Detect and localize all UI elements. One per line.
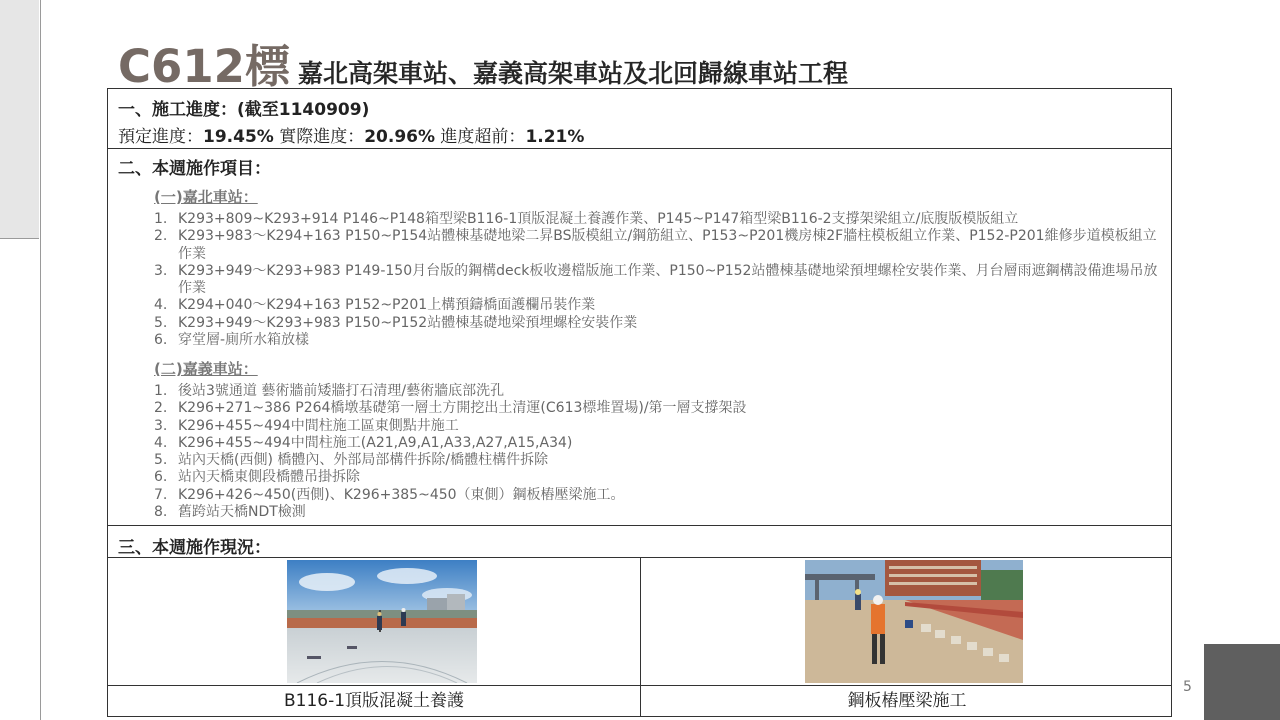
divider — [108, 685, 1171, 686]
section1-heading: 一、施工進度：(截至1140909) — [118, 100, 370, 120]
divider — [108, 148, 1171, 149]
page-title — [118, 30, 848, 95]
list-item: 7. K296+426~450(西側)、K296+385~450（東側）鋼板樁壓梁施工。 — [154, 486, 625, 503]
list-item: 4. K296+455~494中間柱施工(A21,A9,A1,A33,A27,A15,A34) — [154, 434, 573, 451]
report-table — [107, 88, 1172, 717]
progress-line — [118, 122, 584, 147]
list-item: 3. K296+455~494中間柱施工區東側點井施工 — [154, 417, 459, 434]
list-item: 8. 舊跨站天橋NDT檢測 — [154, 504, 306, 521]
photo-caption-1: B116-1頂版混凝土養護 — [283, 691, 465, 711]
list-item: 1. 後站3號通道 藝術牆前矮牆打石清理/藝術牆底部洗孔 — [154, 383, 505, 399]
section3-heading: 三、本週施作現況： — [118, 538, 271, 558]
ahead-label: 進度超前： — [435, 127, 526, 147]
actual-value: 20.96% — [364, 127, 436, 147]
sheet-pile-site-photo — [805, 560, 1023, 683]
divider — [108, 525, 1171, 526]
list-chiayi — [154, 383, 1164, 521]
left-tab — [0, 0, 39, 239]
section2-heading: 二、本週施作項目： — [118, 159, 271, 179]
list-item: 6. 穿堂層-廁所水箱放樣 — [154, 332, 310, 349]
planned-value: 19.45% — [203, 127, 274, 147]
corner-block — [1204, 644, 1280, 720]
list-item: 5. 站內天橋(西側) 橋體內、外部局部構件拆除/橋體柱構件拆除 — [154, 452, 549, 469]
group-title-jiabei: (一)嘉北車站： — [154, 188, 258, 206]
title-code: C612標 — [118, 40, 290, 93]
page-number: 5 — [1183, 679, 1192, 695]
list-jiabei — [154, 211, 1164, 349]
photo-caption-2: 鋼板樁壓梁施工 — [847, 691, 967, 711]
group-title-chiayi: (二)嘉義車站： — [154, 360, 258, 378]
list-item: 2. K296+271~386 P264橋墩基礎第一層土方開挖出土清運(C613標堆置場)/第一層支撐架設 — [154, 400, 747, 417]
planned-label: 預定進度： — [118, 127, 203, 147]
rooftop-curing-photo — [287, 560, 477, 683]
left-rail — [0, 0, 41, 720]
list-item: 5. K293+949～K293+983 P150~P152站體棟基礎地梁預埋螺栓安裝作業 — [154, 314, 638, 331]
list-item: 3. K293+949～K293+983 P149-150月台版的鋼構deck板收邊檔版施工作業、P150~P152站體棟基礎地梁預埋螺栓安裝作業、月台層雨遮鋼構設備進場吊放作業 — [154, 262, 1158, 297]
ahead-value: 1.21% — [525, 127, 585, 147]
title-subtitle: 嘉北高架車站、嘉義高架車站及北回歸線車站工程 — [297, 59, 848, 88]
list-item: 6. 站內天橋東側段橋體吊掛拆除 — [154, 469, 360, 486]
list-item: 1. K293+809~K293+914 P146~P148箱型梁B116-1頂版混凝土養護作業、P145~P147箱型梁B116-2支撐架梁組立/底腹版模版組立 — [154, 211, 1019, 227]
list-item: 4. K294+040～K294+163 P152~P201上構預鑄橋面護欄吊裝作業 — [154, 297, 596, 314]
list-item: 2. K293+983～K294+163 P150~P154站體棟基礎地梁二昇BS版模組立/鋼筋組立、P153~P201機房棟2F牆柱模板組立作業、P152-P201維修步道模板組立作業 — [154, 228, 1157, 262]
actual-label: 實際進度： — [273, 127, 365, 147]
